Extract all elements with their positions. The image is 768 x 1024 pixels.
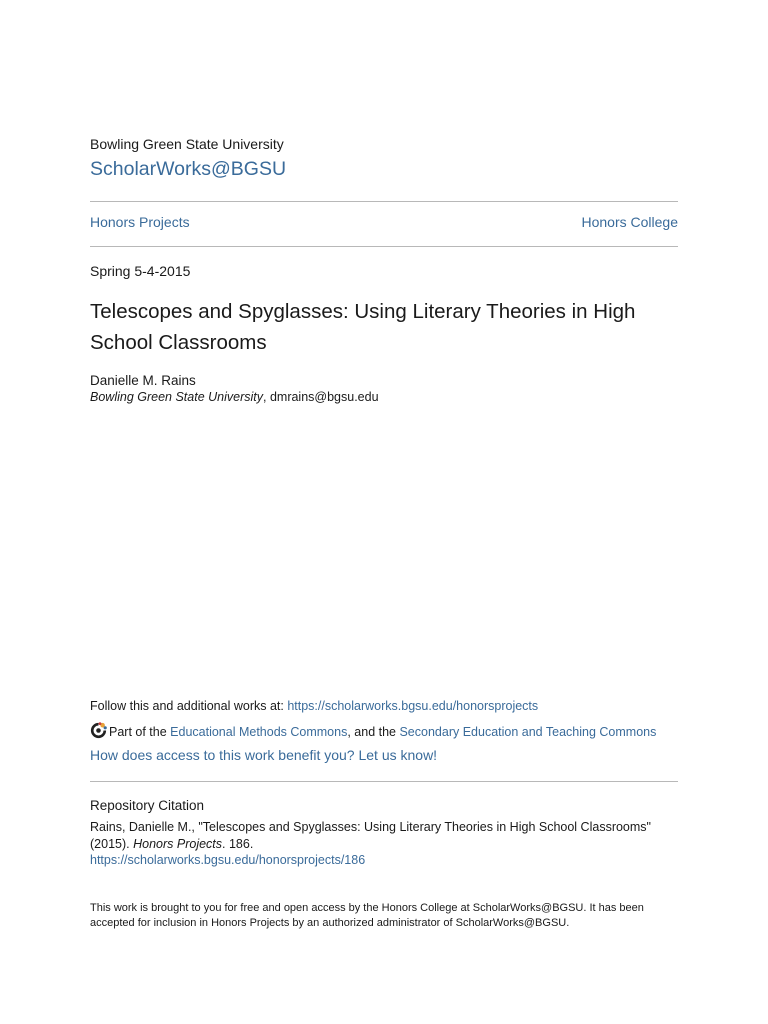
divider-citation [90,781,678,782]
citation-heading: Repository Citation [90,798,205,813]
follow-line [90,699,538,713]
author-email: dmrains@bgsu.edu [269,390,379,404]
author-affiliation [90,390,379,404]
follow-url-link[interactable]: https://scholarworks.bgsu.edu/honorsprojects [287,699,539,713]
citation-url-link[interactable]: https://scholarworks.bgsu.edu/honorsprojects/186 [90,853,366,867]
author-name: Danielle M. Rains [90,373,196,388]
citation-text [90,819,670,869]
publication-date: Spring 5-4-2015 [90,263,191,279]
network-commons-icon [90,722,107,739]
secondary-education-commons-link[interactable]: Secondary Education and Teaching Commons [399,725,657,739]
author-institution: Bowling Green State University [90,390,263,404]
follow-prefix: Follow this and additional works at: [90,699,288,713]
part-of-line [90,722,656,739]
article-title: Telescopes and Spyglasses: Using Literary Theories in High School Classrooms [90,300,636,354]
divider-top [90,201,678,202]
honors-projects-link[interactable]: Honors Projects [90,214,190,230]
affiliation-separator: , [263,390,270,404]
benefit-feedback-link[interactable]: How does access to this work benefit you? Let us know! [90,747,438,763]
citation-body: Rains, Danielle M., "Telescopes and Spyglasses: Using Literary Theories in High School Classrooms" (2015). [90,820,651,851]
honors-college-link[interactable]: Honors College [581,214,678,230]
cover-page [90,0,678,1024]
divider-nav [90,246,678,247]
citation-journal: Honors Projects [133,836,223,851]
part-of-middle: , and the [347,725,400,739]
access-notice: This work is brought to you for free and open access by the Honors College at ScholarWorks@BGSU. It has been accepted for inclusion in Honors Projects by an authorized administrator of ScholarWorks@BGSU. [90,902,644,929]
site-name-link[interactable]: ScholarWorks@BGSU [90,158,287,180]
part-of-prefix: Part of the [109,725,171,739]
educational-methods-commons-link[interactable]: Educational Methods Commons [170,725,348,739]
citation-number: . 186. [222,836,254,851]
university-name: Bowling Green State University [90,136,284,152]
